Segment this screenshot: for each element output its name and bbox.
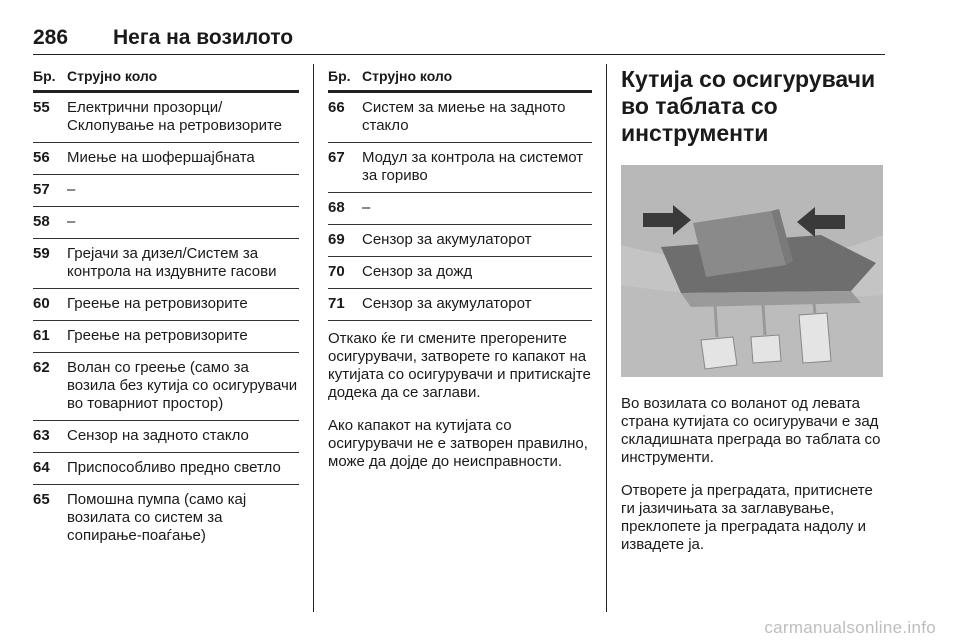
row-text: Систем за миење на задното стакло <box>362 99 566 134</box>
row-number: 68 <box>328 199 345 216</box>
paragraph: Отворете ја преградата, притиснете ги јазичињата за заглавување, преклопете ја преградата надолу и извадете ја. <box>621 482 873 553</box>
row-number: 58 <box>33 213 50 230</box>
row-text: Миење на шофершајбната <box>67 149 255 166</box>
table-row <box>328 257 592 289</box>
row-text: Сензор за акумулаторот <box>362 231 532 248</box>
table-row <box>33 143 299 175</box>
row-text: Грејачи за дизел/Систем за контрола на издувните гасови <box>67 245 277 280</box>
paragraph: Откако ќе ги смените прегорените осигурувачи, затворете го капакот на кутијата со осигурувачи и притискајте додека да се заглави. <box>328 330 591 401</box>
table-row <box>328 225 592 257</box>
table-row <box>33 485 299 552</box>
table-header <box>328 64 592 93</box>
row-text: Приспособливо предно светло <box>67 459 281 476</box>
table-row <box>33 239 299 289</box>
row-number: 65 <box>33 491 50 508</box>
table-row <box>33 321 299 353</box>
table-row <box>33 421 299 453</box>
col-no-header: Бр. <box>33 68 56 84</box>
row-number: 67 <box>328 149 345 166</box>
col-no-header: Бр. <box>328 68 351 84</box>
row-number: 61 <box>33 327 50 344</box>
table-row <box>328 93 592 143</box>
table-row <box>33 453 299 485</box>
glovebox-diagram <box>621 165 883 377</box>
row-text: – <box>67 181 76 198</box>
row-number: 64 <box>33 459 50 476</box>
row-number: 62 <box>33 359 50 376</box>
table-header <box>33 64 299 93</box>
paragraph: Ако капакот на кутијата со осигурувачи не е затворен правилно, може да дојде до неисправности. <box>328 417 588 470</box>
row-number: 69 <box>328 231 345 248</box>
row-text: Помошна пумпа (само кај возилата со систем за сопирање-поаѓање) <box>67 491 247 544</box>
fuse-table-left <box>33 64 299 552</box>
row-number: 70 <box>328 263 345 280</box>
row-text: Електрични прозорци/ Склопување на ретровизорите <box>67 99 282 134</box>
column-divider <box>313 64 314 612</box>
table-row <box>328 143 592 193</box>
row-text: Греење на ретровизорите <box>67 295 248 312</box>
page-title: Нега на возилото <box>113 26 294 49</box>
col-circuit-header: Струјно коло <box>67 68 158 84</box>
row-number: 60 <box>33 295 50 312</box>
table-row <box>328 193 592 225</box>
row-number: 56 <box>33 149 50 166</box>
row-text: Сензор на задното стакло <box>67 427 249 444</box>
table-row <box>33 93 299 143</box>
paragraph: Во возилата со воланот од левата страна кутијата со осигурувачи е зад складишната преграда во таблата со инструменти. <box>621 395 881 466</box>
row-number: 71 <box>328 295 345 312</box>
row-text: Волан со греење (само за возила без кутија со осигурувачи во товарниот простор) <box>67 359 298 412</box>
section-title: Кутија со осигурувачи во таблата со инструменти <box>621 66 876 146</box>
row-number: 55 <box>33 99 50 116</box>
watermark: carmanualsonline.info <box>764 618 936 637</box>
row-text: Сензор за акумулаторот <box>362 295 532 312</box>
row-number: 57 <box>33 181 50 198</box>
page-number: 286 <box>33 26 69 49</box>
table-row <box>33 207 299 239</box>
section-column <box>621 64 885 569</box>
column-divider <box>606 64 607 612</box>
row-text: – <box>362 199 371 216</box>
row-text: Сензор за дожд <box>362 263 473 280</box>
fuse-box-illustration <box>621 165 883 377</box>
table-row <box>33 289 299 321</box>
row-number: 63 <box>33 427 50 444</box>
row-text: – <box>67 213 76 230</box>
row-number: 66 <box>328 99 345 116</box>
row-text: Модул за контрола на системот за гориво <box>362 149 584 184</box>
table-row <box>33 175 299 207</box>
table-row <box>33 353 299 421</box>
fuse-table-right <box>328 64 592 486</box>
row-number: 59 <box>33 245 50 262</box>
page-header <box>33 26 885 55</box>
col-circuit-header: Струјно коло <box>362 68 453 84</box>
table-row <box>328 289 592 321</box>
row-text: Греење на ретровизорите <box>67 327 248 344</box>
